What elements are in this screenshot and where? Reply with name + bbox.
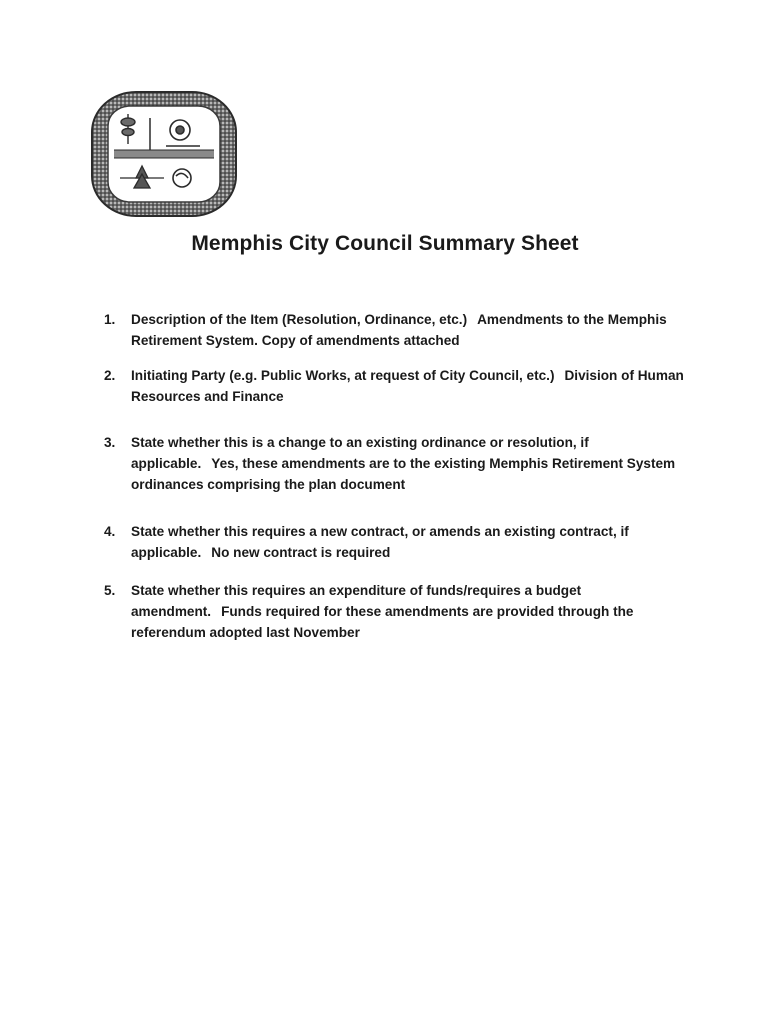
item-answer: Funds required for these amendments are provided through the referendum adopted last November bbox=[131, 604, 634, 640]
item-question: State whether this requires an expenditure of funds/requires a budget amendment. bbox=[131, 583, 582, 619]
item-answer: Yes, these amendments are to the existing Memphis Retirement System ordinances comprising the plan document bbox=[131, 456, 676, 492]
item-number: 2. bbox=[104, 368, 116, 383]
summary-items-list bbox=[104, 309, 684, 643]
summary-item bbox=[104, 580, 684, 643]
item-number: 5. bbox=[104, 583, 116, 598]
summary-item bbox=[104, 309, 684, 351]
item-answer: Division of Human Resources and Finance bbox=[131, 368, 684, 404]
summary-item bbox=[104, 521, 684, 563]
item-answer: Amendments to the Memphis Retirement System. Copy of amendments attached bbox=[131, 312, 667, 348]
item-number: 4. bbox=[104, 524, 116, 539]
item-number: 3. bbox=[104, 435, 116, 450]
page-title: Memphis City Council Summary Sheet bbox=[191, 232, 579, 255]
city-seal-graphic bbox=[90, 90, 238, 218]
item-question: State whether this requires a new contract, or amends an existing contract, if applicable. bbox=[131, 524, 629, 560]
item-question: Initiating Party (e.g. Public Works, at request of City Council, etc.) bbox=[131, 368, 555, 383]
item-number: 1. bbox=[104, 312, 116, 327]
item-question: State whether this is a change to an existing ordinance or resolution, if applicable. bbox=[131, 435, 589, 471]
item-answer: No new contract is required bbox=[211, 545, 391, 560]
summary-item bbox=[104, 432, 684, 495]
city-seal-icon bbox=[90, 90, 238, 218]
item-question: Description of the Item (Resolution, Ordinance, etc.) bbox=[131, 312, 468, 327]
summary-item bbox=[104, 365, 684, 407]
